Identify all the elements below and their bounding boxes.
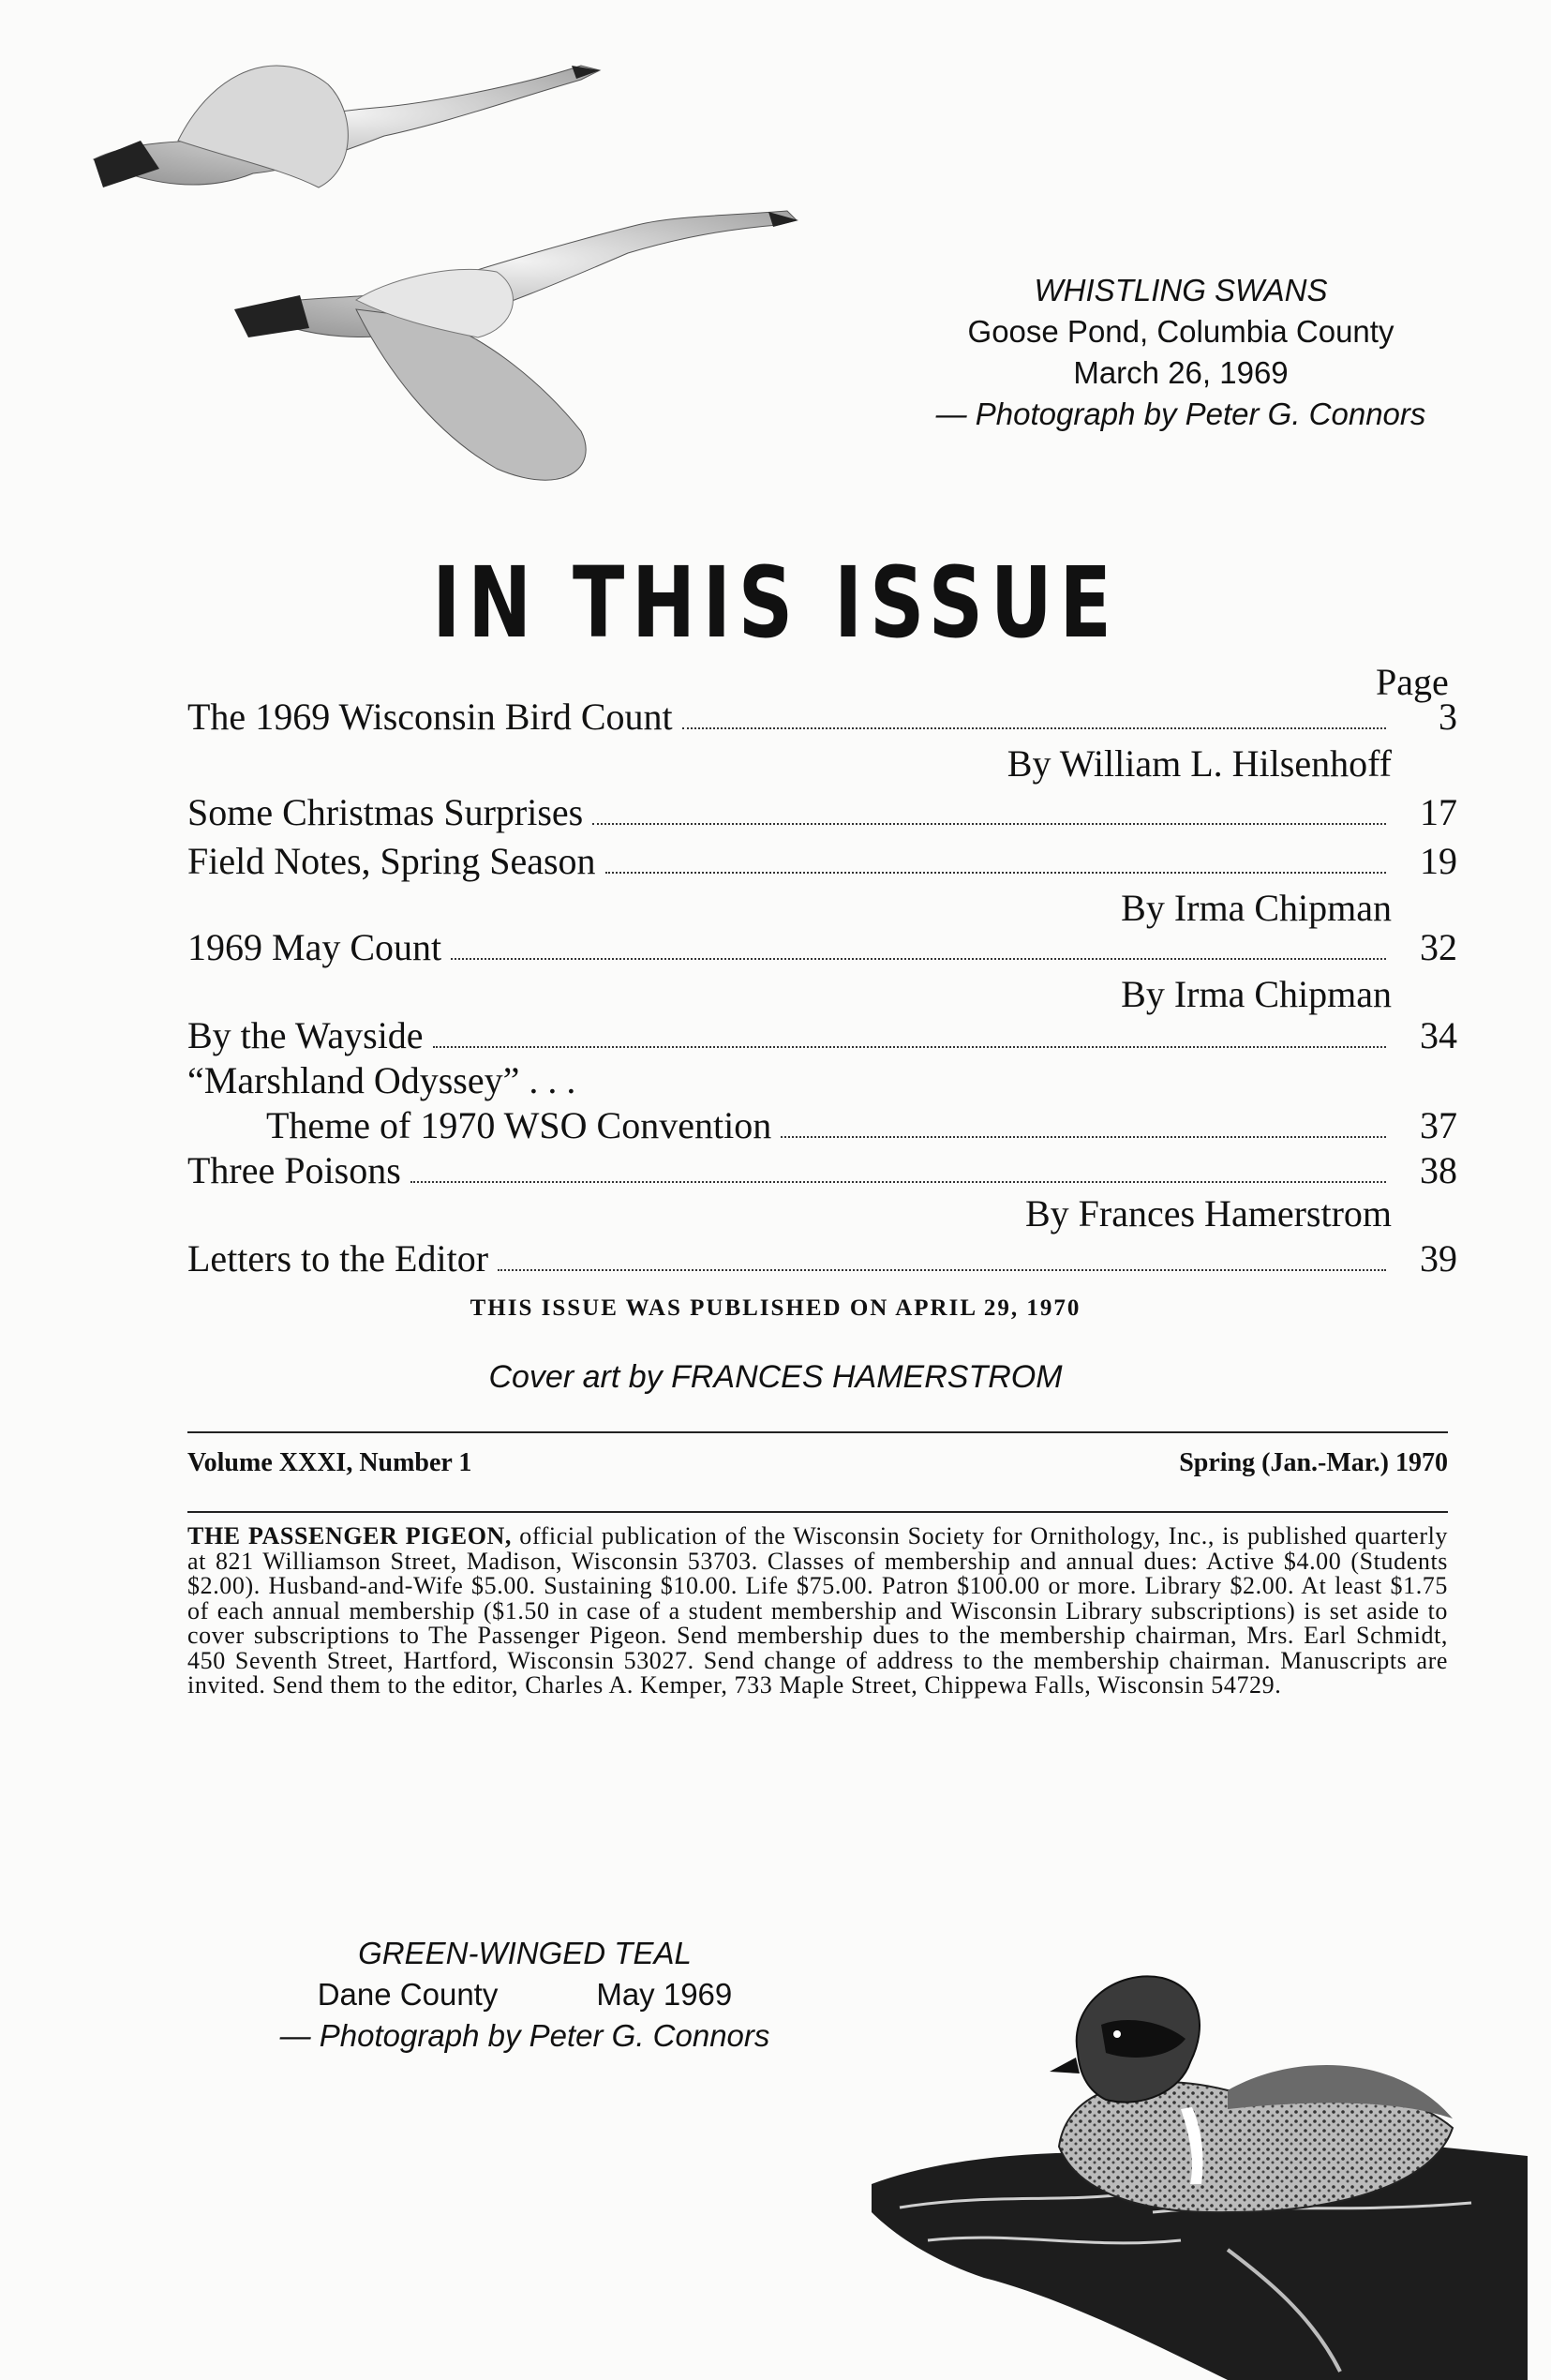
toc-title: Three Poisons [187,1149,401,1191]
dot-leader [682,726,1386,729]
swans-caption-location: Goose Pond, Columbia County [967,314,1394,349]
lower-swan [234,211,798,480]
toc-byline: By Frances Hamerstrom [1024,1192,1392,1235]
divider [187,1511,1448,1513]
toc-title: By the Wayside [187,1014,424,1056]
toc-entry[interactable] [187,1145,1457,1194]
masthead-paragraph [187,1524,1448,1699]
dot-leader [781,1135,1386,1138]
teal-caption-location: Dane County [317,1977,499,2012]
teal-caption-date: May 1969 [596,1977,733,2012]
published-date-note: THIS ISSUE WAS PUBLISHED ON APRIL 29, 1970 [470,1295,1081,1321]
toc-title: Field Notes, Spring Season [187,840,596,882]
toc-title: “Marshland Odyssey” . . . [187,1059,576,1101]
toc-page: 38 [1420,1149,1457,1191]
toc-byline: By Irma Chipman [1121,973,1392,1015]
teal-photo-caption [225,1933,825,2057]
issue-season: Spring (Jan.-Mar.) 1970 [1179,1448,1448,1477]
toc-entry[interactable] [187,787,1457,836]
toc-entry[interactable] [187,922,1457,971]
toc-page: 37 [1420,1104,1457,1146]
swans-caption-title: WHISTLING SWANS [1034,273,1328,307]
upper-swan [94,66,600,187]
publication-name: THE PASSENGER PIGEON, [187,1522,512,1549]
swans-caption-date: March 26, 1969 [1073,355,1289,390]
page-title: IN THIS ISSUE [432,546,1119,660]
dot-leader [605,871,1386,874]
masthead-text: official publication of the Wisconsin Society for Ornithology, Inc., is published quarterly at 821 Williamson Street, Madison, Wisconsin 53703. Classes of membership and annual dues: Active $4.00 (Students $2.00). Husband-and-Wife $5.00. Sustaining $10.00. Life $75.00. Patron $100.00 or more. Library $2.00. At least $1.75 of each annual membership ($1.50 in case of a student membership and Wisconsin Library subscriptions) is set aside to cover subscriptions to The Passenger Pigeon. Send membership dues to the membership chairman, Mrs. Earl Schmidt, 450 Seventh Street, Hartford, Wisconsin 53027. Send change of address to the membership chairman. Manuscripts are invited. Send them to the editor, Charles A. Kemper, 733 Maple Street, Chippewa Falls, Wisconsin 54729. [187,1522,1449,1699]
teal-caption-credit: — Photograph by Peter G. Connors [279,2018,770,2053]
toc-title: Letters to the Editor [187,1237,489,1280]
page-column-label: Page [1376,661,1449,703]
divider [187,1431,1448,1433]
volume-number: Volume XXXI, Number 1 [187,1448,472,1477]
toc-title: 1969 May Count [187,926,442,968]
toc-page: 34 [1420,1014,1457,1056]
toc-title: The 1969 Wisconsin Bird Count [187,696,673,738]
toc-entry-heading [187,1055,1457,1104]
toc-byline: By William L. Hilsenhoff [1007,742,1392,785]
whistling-swans-photo [75,28,825,497]
toc-page: 19 [1420,840,1457,882]
toc-entry[interactable] [187,1010,1457,1059]
dot-leader [592,822,1386,825]
cover-art-credit: Cover art by FRANCES HAMERSTROM [488,1359,1063,1395]
dot-leader [451,957,1386,960]
dot-leader [498,1268,1386,1271]
dot-leader [433,1045,1386,1048]
toc-page: 39 [1420,1237,1457,1280]
toc-entry[interactable] [187,836,1457,885]
toc-page: 32 [1420,926,1457,968]
green-winged-teal-photo [872,1968,1528,2380]
toc-byline: By Irma Chipman [1121,887,1392,929]
toc-title: Some Christmas Surprises [187,791,584,833]
toc-page: 17 [1420,791,1457,833]
toc-entry[interactable] [187,1100,1457,1149]
teal-caption-title: GREEN-WINGED TEAL [358,1936,692,1970]
issue-info-row [187,1448,1448,1478]
swans-caption-credit: — Photograph by Peter G. Connors [935,397,1426,431]
dot-leader [410,1180,1386,1183]
toc-subtitle: Theme of 1970 WSO Convention [266,1104,772,1146]
toc-entry[interactable] [187,692,1457,741]
toc-entry[interactable] [187,1234,1457,1282]
toc-page: 3 [1439,696,1457,738]
swans-photo-caption [881,270,1481,435]
